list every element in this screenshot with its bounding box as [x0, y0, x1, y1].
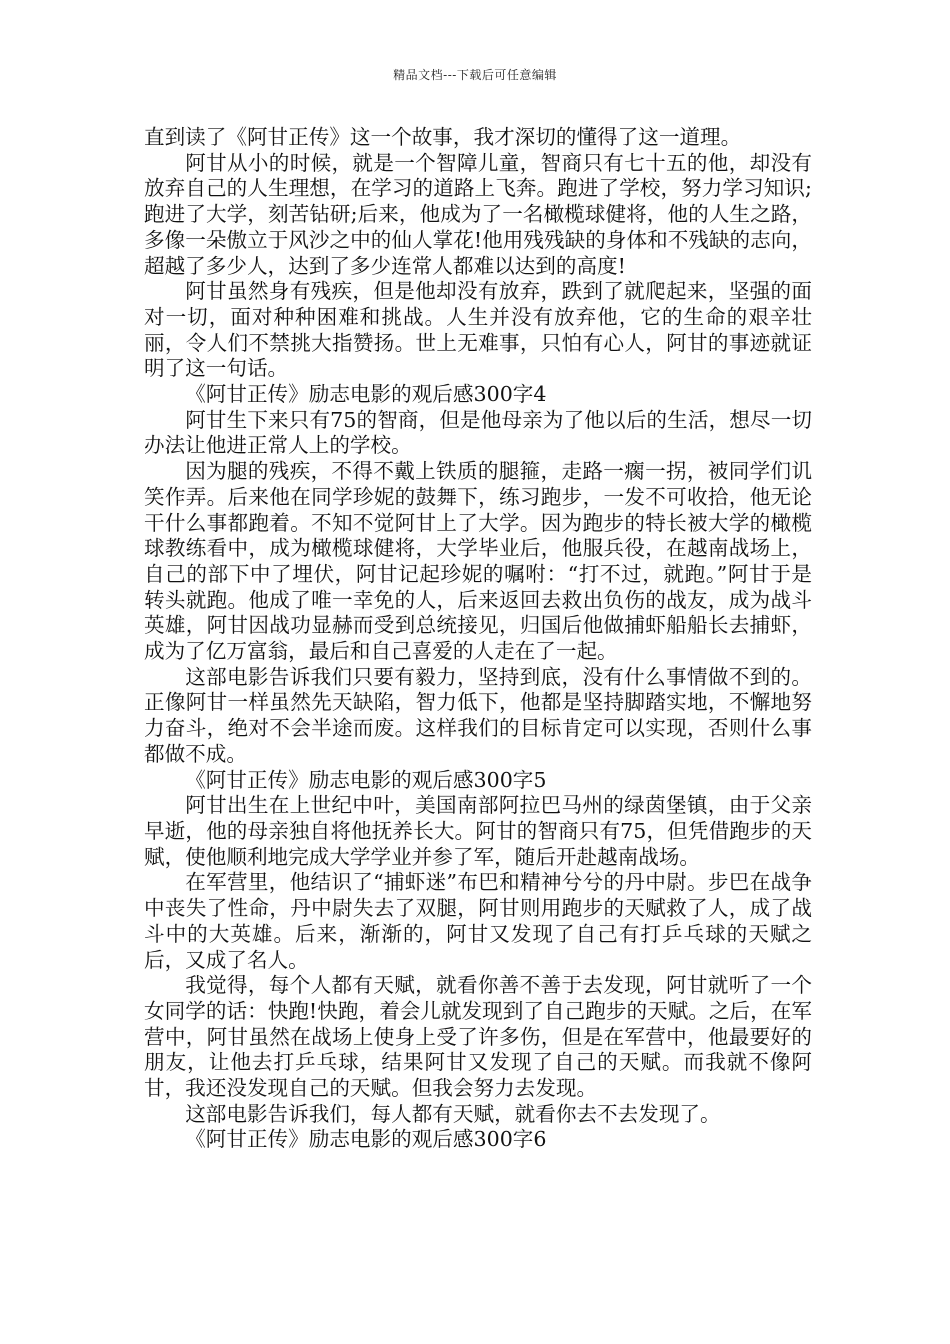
- document-body: [144, 125, 812, 1153]
- paragraph: 阿甘出生在上世纪中叶，美国南部阿拉巴马州的绿茵堡镇，由于父亲早逝，他的母亲独自将他抚养长大。阿甘的智商只有75，但凭借跑步的天赋，使他顺利地完成大学学业并参了军，随后开赴越南战场。: [144, 793, 812, 869]
- paragraph: 在军营里，他结识了“捕虾迷”布巴和精神兮兮的丹中尉。步巴在战争中丧失了性命，丹中尉失去了双腿，阿甘则用跑步的天赋救了人，成了战斗中的大英雄。后来，渐渐的，阿甘又发现了自己有打乒乓球的天赋之后，又成了名人。: [144, 870, 812, 972]
- paragraph: 这部电影告诉我们，每人都有天赋，就看你去不去发现了。: [185, 1101, 721, 1126]
- paragraph: 阿甘从小的时候，就是一个智障儿童，智商只有七十五的他，却没有放弃自己的人生理想，在学习的道路上飞奔。跑进了学校，努力学习知识;跑进了大学，刻苦钻研;后来，他成为了一名橄榄球健将，他的人生之路，多像一朵傲立于风沙之中的仙人掌花!他用残残缺的身体和不残缺的志向，超越了多少人，达到了多少连常人都难以达到的高度!: [144, 150, 812, 278]
- paragraph: 我觉得，每个人都有天赋，就看你善不善于去发现，阿甘就听了一个女同学的话：快跑!快跑，着会儿就发现到了自己跑步的天赋。之后，在军营中，阿甘虽然在战场上使身上受了许多伤，但是在军营中，他最要好的朋友，让他去打乒乓球，结果阿甘又发现了自己的天赋。而我就不像阿甘，我还没发现自己的天赋。但我会努力去发现。: [144, 973, 812, 1101]
- paragraph: 因为腿的残疾，不得不戴上铁质的腿箍，走路一瘸一拐，被同学们讥笑作弄。后来他在同学珍妮的鼓舞下，练习跑步，一发不可收拾，他无论干什么事都跑着。不知不觉阿甘上了大学。因为跑步的特长被大学的橄榄球教练看中，成为橄榄球健将，大学毕业后，他服兵役，在越南战场上，自己的部下中了埋伏，阿甘记起珍妮的嘱咐：“打不过，就跑。”阿甘于是转头就跑。他成了唯一幸免的人，后来返回去救出负伤的战友，成为战斗英雄，阿甘因战功显赫而受到总统接见，归国后他做捕虾船船长去捕虾，成为了亿万富翁，最后和自己喜爱的人走在了一起。: [144, 459, 812, 664]
- paragraph: 阿甘虽然身有残疾，但是他却没有放弃，跌到了就爬起来，坚强的面对一切，面对种种困难和挑战。人生并没有放弃他，它的生命的艰辛壮丽，令人们不禁挑大指赞扬。世上无难事，只怕有心人，阿甘的事迹就证明了这一句话。: [144, 279, 812, 381]
- page-header: 精品文档---下载后可任意编辑: [393, 68, 557, 82]
- section-heading-4: 《阿甘正传》励志电影的观后感300字4: [185, 382, 547, 407]
- section-heading-5: 《阿甘正传》励志电影的观后感300字5: [185, 767, 547, 792]
- paragraph-intro: 直到读了《阿甘正传》这一个故事，我才深切的懂得了这一道理。: [144, 125, 742, 149]
- paragraph: 阿甘生下来只有75的智商，但是他母亲为了他以后的生活，想尽一切办法让他进正常人上的学校。: [144, 407, 812, 458]
- paragraph: 这部电影告诉我们只要有毅力，坚持到底，没有什么事情做不到的。正像阿甘一样虽然先天缺陷，智力低下，他都是坚持脚踏实地，不懈地努力奋斗，绝对不会半途而废。这样我们的目标肯定可以实现，否则什么事都做不成。: [144, 664, 812, 766]
- section-heading-6: 《阿甘正传》励志电影的观后感300字6: [185, 1127, 547, 1152]
